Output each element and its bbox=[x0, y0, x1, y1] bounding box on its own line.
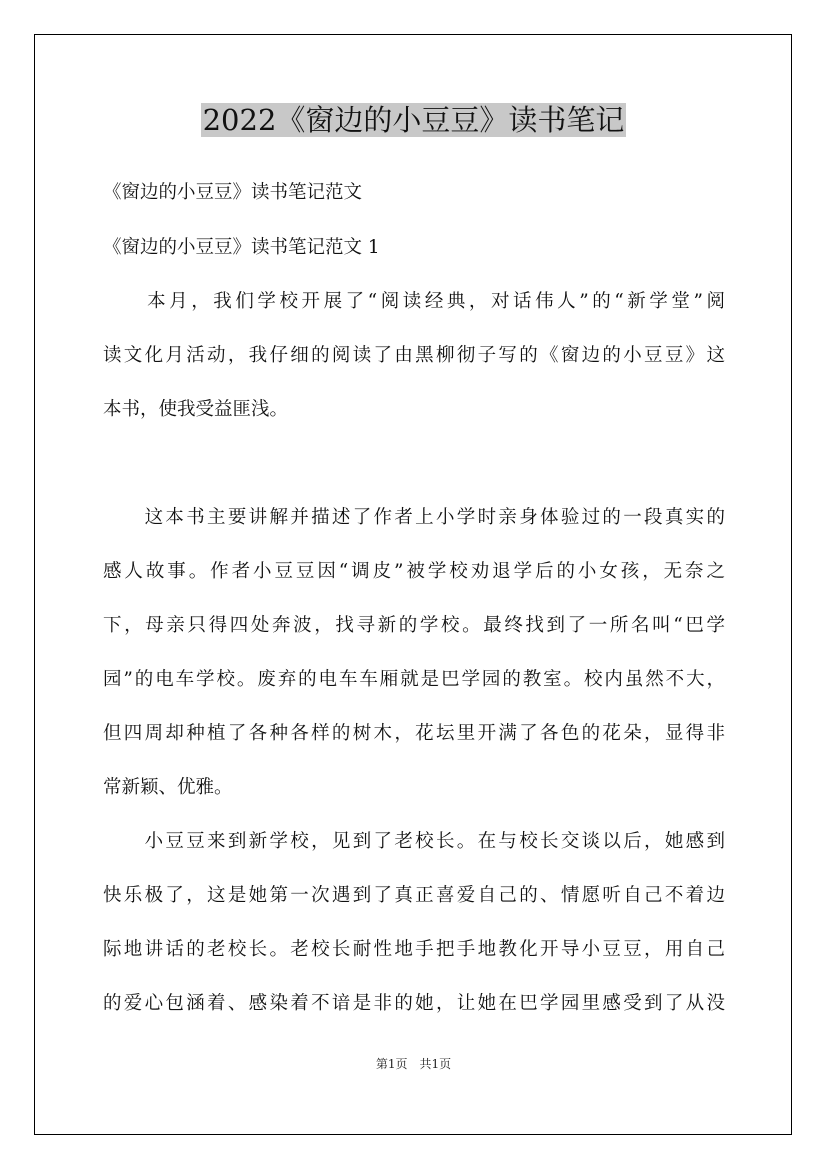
subtitle-1: 《窗边的小豆豆》读书笔记范文 bbox=[103, 182, 363, 203]
document-title bbox=[0, 98, 827, 142]
paragraph-3-line-1: 小豆豆来到新学校，见到了老校长。在与校长交谈以后，她感到 bbox=[103, 831, 725, 852]
paragraph-1-line-2: 读文化月活动，我仔细的阅读了由黑柳彻子写的《窗边的小豆豆》这 bbox=[103, 345, 725, 366]
paragraph-2-line-2: 感人故事。作者小豆豆因“调皮”被学校劝退学后的小女孩，无奈之 bbox=[103, 561, 725, 582]
subtitle-2: 《窗边的小豆豆》读书笔记范文 1 bbox=[103, 237, 380, 258]
paragraph-1-line-3: 本书，使我受益匪浅。 bbox=[103, 399, 289, 420]
paragraph-2-line-1: 这本书主要讲解并描述了作者上小学时亲身体验过的一段真实的 bbox=[103, 507, 725, 528]
document-title-text: 2022《窗边的小豆豆》读书笔记 bbox=[202, 103, 625, 137]
paragraph-1-line-1: 本月，我们学校开展了“阅读经典，对话伟人”的“新学堂”阅 bbox=[103, 291, 725, 312]
paragraph-3-line-4: 的爱心包涵着、感染着不谙是非的她，让她在巴学园里感受到了从没 bbox=[103, 993, 725, 1014]
paragraph-3-line-3: 际地讲话的老校长。老校长耐性地手把手地教化开导小豆豆，用自己 bbox=[103, 939, 725, 960]
page-footer: 第1页 共1页 bbox=[375, 1057, 452, 1071]
paragraph-2-line-6: 常新颖、优雅。 bbox=[103, 777, 233, 798]
paragraph-2-line-5: 但四周却种植了各种各样的树木，花坛里开满了各色的花朵，显得非 bbox=[103, 723, 725, 744]
paragraph-2-line-4: 园”的电车学校。废弃的电车车厢就是巴学园的教室。校内虽然不大， bbox=[103, 669, 725, 690]
paragraph-2-line-3: 下，母亲只得四处奔波，找寻新的学校。最终找到了一所名叫“巴学 bbox=[103, 615, 725, 636]
paragraph-3-line-2: 快乐极了，这是她第一次遇到了真正喜爱自己的、情愿听自己不着边 bbox=[103, 885, 725, 906]
